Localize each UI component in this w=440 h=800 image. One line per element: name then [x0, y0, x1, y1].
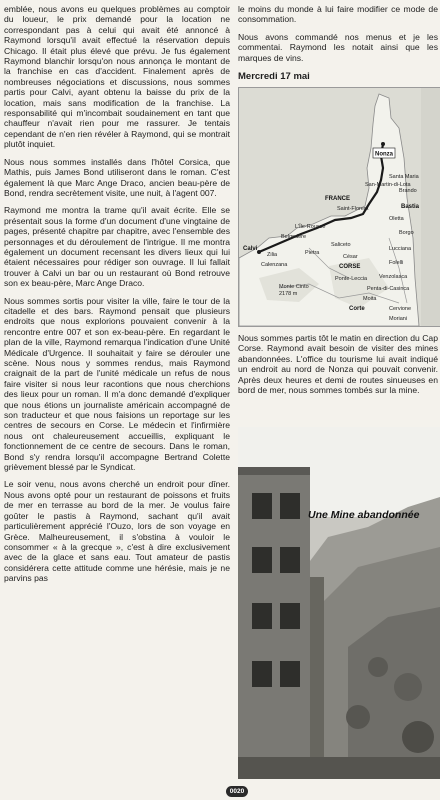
map-label-oletta: Oletta [389, 216, 404, 223]
paragraph: Nous nous sommes installés dans l'hôtel Corsica, que Mathis, puis James Bond utiliseront dans le roman. C'est également là que Marc Ange Draco, ancien beau-père de Bond, rendra secrètement visite, une nuit, à l'agent 007. [4, 156, 230, 198]
map-label-brando: Brando [399, 188, 417, 195]
map-label-nonza: Nonza [375, 151, 393, 158]
paragraph: Nous sommes partis tôt le matin en direction du Cap Corse. Raymond avait besoin de visiter des mines abandonnées. L'office du tourisme lui avait indiqué un endroit au nord de Nonza qui pouvait convenir. Après deux heures et demi de routes sinueuses en bord de mer, nous sommes tombés sur la mine. [238, 333, 438, 396]
map-label-calenzana: Calenzana [261, 262, 288, 269]
paragraph: Nous sommes sortis pour visiter la ville, faire le tour de la citadelle et des bars. Raymond pensait que plusieurs endroits que nous explorions pouvaient convenir à la rencontre entre 007 et son ex-beau-père. En regardant le plan de la ville, Raymond remarqua l'indication d'une Unité Médicale d'Urgence. Il souhaitait y faire se dérouler une scène. Nous nous y sommes rendus, mais Raymond craignait de la part de l'unité médicale un refus de nous faire visiter si nous leur racontions que nous cherchions des lieux pour un roman. Il m'a donc demandé d'expliquer que nous étions un journaliste américain accompagné de son traducteur et que nous faisions un reportage sur les centres de secours en Corse. Le médecin et l'infirmière nous ont chaleureusement accueillis, expliquant le fonctionnement de ce centre de secours. Dans le roman, Bond s'y rendra lorsqu'il accompagne Bertrand Colette grièvement blessé par le Syndicat. [4, 295, 230, 473]
paragraph: Raymond me montra la trame qu'il avait écrite. Elle se présentait sous la forme d'un document d'une vingtaine de pages, présenté chapitre par chapitre, avec l'ensemble des personnages et du déroulement de l'intrigue. Il me montra également un document recensant les divers lieux qui lui étaient nécessaires pour rédiger son ouvrage. Il lui fallait trouver à Calvi un bar ou un restaurant où Bond retrouve son ex beau-père, Marc Ange Draco. [4, 205, 230, 289]
map-label-corse: CORSE [339, 264, 361, 271]
paragraph: Nous avons commandé nos menus et je les commentai. Raymond les notait ainsi que les marques de vins. [238, 31, 438, 63]
map-label-moriani: Moriani [389, 316, 408, 323]
map-label-cesar: César [343, 254, 358, 261]
map-label-borgo: Borgo [399, 230, 414, 237]
map-label-santa-maria: Santa Maria [389, 174, 419, 181]
abandoned-mine-photo [238, 427, 440, 779]
map-label-bastia: Bastia [401, 204, 420, 211]
paragraph: Le soir venu, nous avons cherché un endroit pour dîner. Nous avons opté pour un restaurant de poissons et fruits de mer en terrasse au bord de la mer. Je voulus faire goûter le pastis à Raymond, sachant qu'il avait particulièrement apprécié l'Ouzo, lors de son voyage en Grèce. Malheureusement, il s'obstina à vouloir le consommer « à la grecque », c'est à dire exclusivement avec de la glace et sans eau. Tout amateur de pastis considérera cette attitude comme une hérésie, mais je ne parvins pas [4, 479, 230, 584]
page-number: 0020 [226, 786, 248, 797]
left-article-column [0, 4, 232, 782]
photo-caption-title: Une Mine abandonnée [308, 509, 420, 521]
paragraph: le moins du monde à lui faire modifier ce mode de consommation. [238, 4, 438, 25]
map-label-france: FRANCE [325, 196, 350, 203]
map-label-lucciana: Lucciana [389, 246, 412, 253]
map-label-corte: Corte [349, 306, 365, 313]
map-label-calvi: Calvi [243, 246, 258, 253]
map-label-porte-leccia: Ponte-Leccia [335, 276, 368, 283]
map-label-pietra: Pietra [305, 250, 320, 257]
map-label-ile-rousse: L'Île-Rousse [295, 224, 326, 231]
map-label-elevation: 2178 m [279, 291, 298, 298]
map-label-moita: Moita [363, 296, 377, 303]
map-label-monte-cinto: Monte Cinto [279, 284, 309, 291]
map-graphic [239, 88, 440, 326]
map-label-st-martin: San-Martin-di-Lota [365, 182, 411, 189]
mine-photo-graphic [238, 427, 440, 779]
map-label-st-florent: Saint-Florent [337, 206, 369, 213]
map-label-zilia: Zilia [267, 252, 278, 259]
corsica-route-map [238, 87, 440, 327]
map-label-saliceto: Saliceto [331, 242, 351, 249]
map-label-belgodere: Belgodère [281, 234, 307, 241]
map-label-venzolasca: Venzolasca [379, 274, 408, 281]
map-label-cervione: Cervione [389, 306, 412, 313]
paragraph: emblée, nous avons eu quelques problèmes au comptoir du loueur, le prix demandé pour la location ne correspondant pas à celui qui avait été annoncé à Raymond lorsqu'il avait effectué la réservation depuis Chicago. Il était plus élevé que prévu. Je fus également Raymond blanchir lorsqu'on nous annonça le montant de la franchise en cas d'accident. Finalement après de nombreuses négociations et discussions, nous sommes partis pour Calvi, ayant obtenu la baisse du prix de la location, mais sans modification de la franchise. La responsabilité qui m'incombait soudainement en tant que chauffeur n'avait rien pour me rassurer. Je tentais cependant de n'en rien révéler à Raymond, qui se montrait plutôt inquiet. [4, 4, 230, 150]
map-label-penta: Penta-di-Casinca [367, 286, 410, 293]
map-label-folelli: Folelli [389, 260, 404, 267]
date-heading: Mercredi 17 mai [238, 71, 310, 83]
